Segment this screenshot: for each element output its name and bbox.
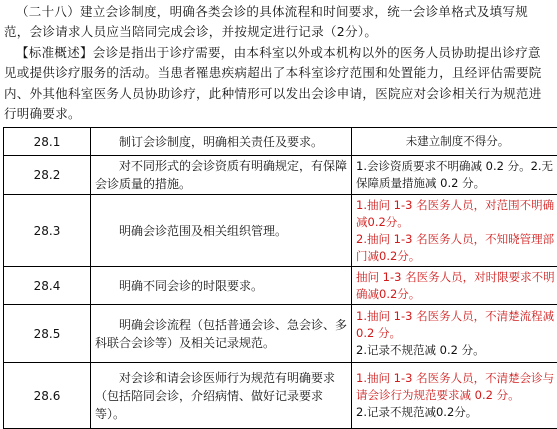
intro-section bbox=[4, 2, 553, 124]
table-row bbox=[4, 305, 557, 363]
item-number: 28.6 bbox=[4, 363, 91, 429]
score-line: 1.抽问 1-3 名医务人员，不清楚流程减 0.2 分。 bbox=[356, 308, 557, 342]
scoring-criteria bbox=[352, 156, 557, 195]
requirement-paragraph: （二十八）建立会诊制度，明确各类会诊的具体流程和时间要求，统一会诊单格式及填写规范，会诊请求人员应当陪同完成会诊，并按规定进行记录（2分）。 bbox=[4, 2, 553, 43]
item-description: 明确会诊流程（包括普通会诊、急会诊、多科联合会诊等）及相关记录规范。 bbox=[91, 305, 352, 363]
table-row bbox=[4, 195, 557, 267]
standard-overview-paragraph: 【标准概述】会诊是指出于诊疗需要，由本科室以外或本机构以外的医务人员协助提出诊疗意见或提供诊疗服务的活动。当患者罹患疾病超出了本科室诊疗范围和处置能力，且经评估需要院内、外其他科室医务人员协助诊疗，此种情形可以发出会诊申请，医院应对会诊相关行为规范进行明确要求。 bbox=[4, 43, 553, 125]
table-row bbox=[4, 128, 557, 156]
score-line: 2.记录不规范减 0.2 分。 bbox=[356, 342, 557, 359]
item-number: 28.5 bbox=[4, 305, 91, 363]
table-row bbox=[4, 156, 557, 195]
table-row bbox=[4, 363, 557, 429]
item-description: 明确会诊范围及相关组织管理。 bbox=[91, 195, 352, 267]
score-line: 2.记录不规范减0.2分。 bbox=[356, 404, 557, 421]
scoring-criteria bbox=[352, 305, 557, 363]
item-description: 对会诊和请会诊医师行为规范有明确要求（包括陪同会诊，介绍病情、做好记录要求等）。 bbox=[91, 363, 352, 429]
item-description: 对不同形式的会诊资质有明确规定，有保障会诊质量的措施。 bbox=[91, 156, 352, 195]
score-line: 2.抽问 1-3 名医务人员，不知晓管理部门减0.2分。 bbox=[356, 231, 557, 265]
score-line: 1.抽问 1-3 名医务人员，不清楚会诊与请会诊行为规范要求减 0.2 分。 bbox=[356, 370, 557, 404]
item-number: 28.2 bbox=[4, 156, 91, 195]
scoring-criteria bbox=[352, 128, 557, 156]
score-line: 抽问 1-3 名医务人员，对时限要求不明确减0.2分。 bbox=[356, 269, 557, 303]
table-row bbox=[4, 267, 557, 305]
item-number: 28.3 bbox=[4, 195, 91, 267]
item-description: 制订会诊制度，明确相关责任及要求。 bbox=[91, 128, 352, 156]
item-number: 28.1 bbox=[4, 128, 91, 156]
item-description: 明确不同会诊的时限要求。 bbox=[91, 267, 352, 305]
score-line: 未建立制度不得分。 bbox=[356, 133, 557, 150]
consultation-standard-table bbox=[3, 127, 557, 429]
item-number: 28.4 bbox=[4, 267, 91, 305]
scoring-criteria bbox=[352, 363, 557, 429]
score-line: 1.抽问 1-3 名医务人员，对范围不明确减0.2分。 bbox=[356, 197, 557, 231]
score-line: 1.会诊资质要求不明确减 0.2 分。2.无保障质量措施减 0.2 分。 bbox=[356, 158, 557, 192]
scoring-criteria bbox=[352, 267, 557, 305]
scoring-criteria bbox=[352, 195, 557, 267]
